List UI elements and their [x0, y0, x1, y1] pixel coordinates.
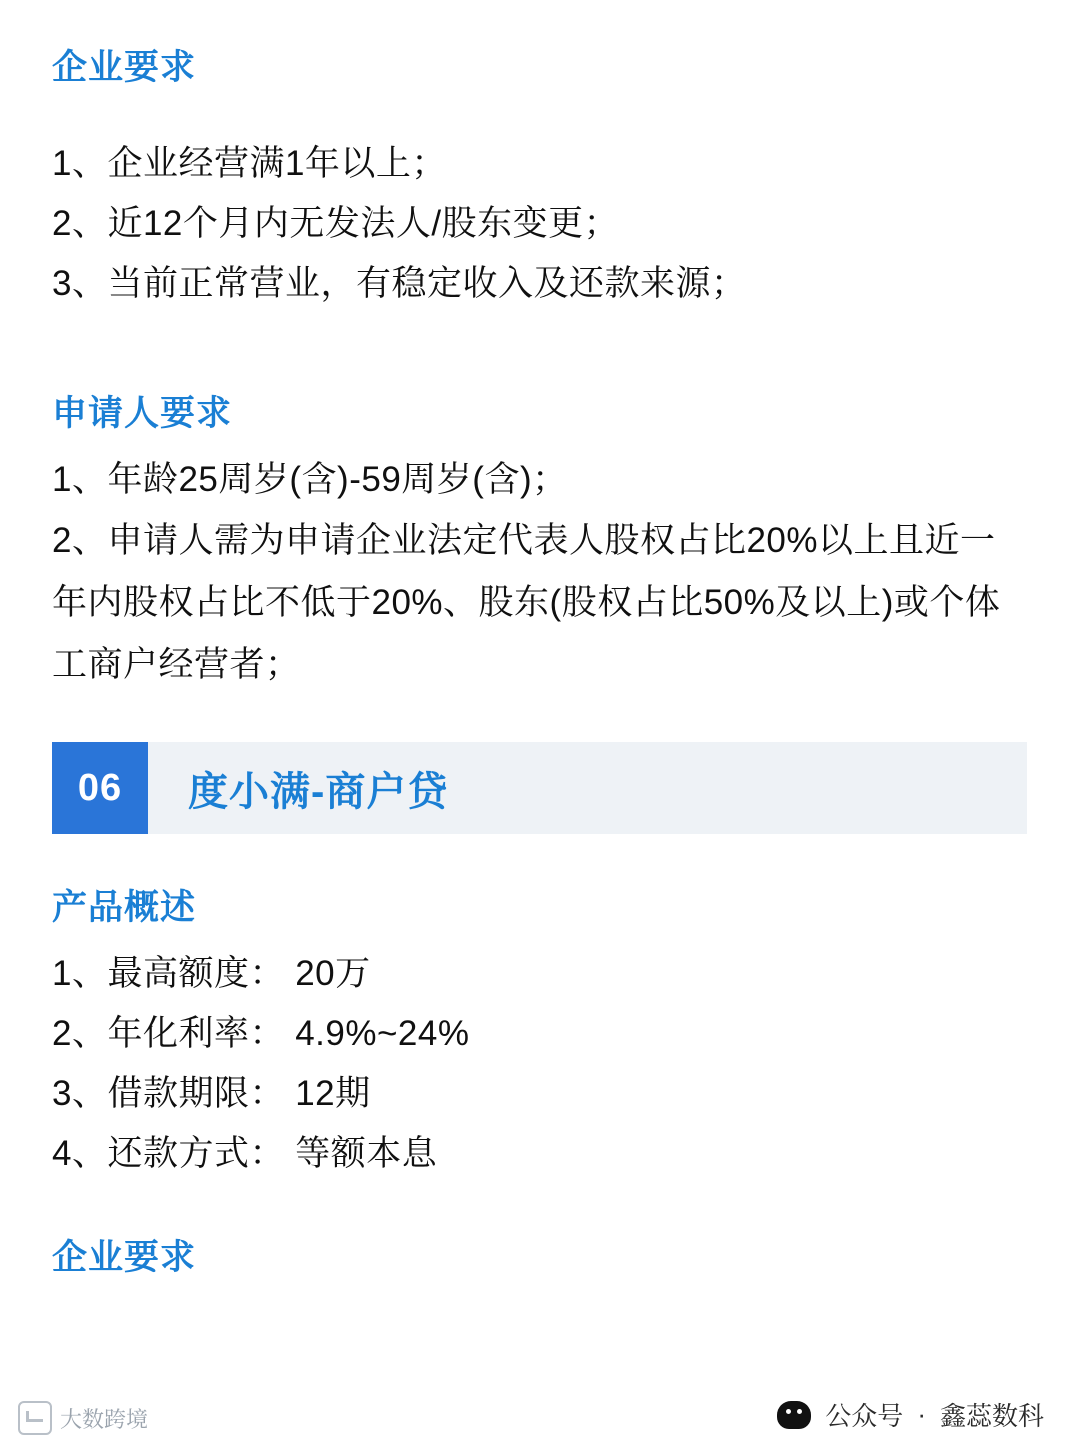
spacer [52, 90, 1028, 134]
spacer [52, 834, 1028, 880]
watermark-brand-label: 大数跨境 [60, 1406, 149, 1432]
wechat-icon [777, 1401, 811, 1429]
product-overview-item: 3、借款期限： 12期 [52, 1074, 371, 1113]
section-heading-product-overview: 产品概述 [52, 888, 197, 927]
product-banner [52, 742, 1027, 834]
company-requirement-line: 1、企业经营满1年以上； [52, 144, 447, 183]
applicant-requirement-line: 1、年龄25周岁(含)-59周岁(含)； [52, 460, 568, 499]
section-heading-company-requirements-1: 企业要求 [52, 48, 197, 87]
product-overview-item: 2、年化利率： 4.9%~24% [52, 1014, 470, 1053]
spacer [52, 314, 1028, 386]
separator-dot: · [917, 1399, 926, 1429]
spacer [52, 696, 1028, 742]
wechat-account-name: 鑫蕊数科 [939, 1401, 1044, 1431]
wechat-label: 公众号 [825, 1401, 904, 1431]
spacer [52, 930, 1028, 944]
product-number-badge: 06 [52, 742, 148, 834]
page-footer [0, 1377, 1080, 1449]
product-title: 度小满-商户贷 [188, 769, 449, 814]
spacer [52, 436, 1028, 450]
spacer [52, 1184, 1028, 1230]
product-overview-item: 4、还款方式： 等额本息 [52, 1134, 438, 1173]
product-overview-item: 1、最高额度： 20万 [52, 954, 371, 993]
applicant-requirement-paragraph: 2、申请人需为申请企业法定代表人股权占比20%以上且近一年内股权占比不低于20%、股东(股权占比50%及以上)或个体工商户经营者； [52, 521, 1001, 684]
wechat-account-credit [777, 1396, 1044, 1433]
company-requirement-line: 3、当前正常营业，有稳定收入及还款来源； [52, 264, 747, 303]
section-heading-company-requirements-2: 企业要求 [52, 1238, 197, 1277]
watermark-brand [18, 1401, 148, 1435]
company-requirement-line: 2、近12个月内无发法人/股东变更； [52, 204, 620, 243]
section-heading-applicant-requirements: 申请人要求 [52, 394, 233, 433]
brand-logo-icon [18, 1401, 52, 1435]
